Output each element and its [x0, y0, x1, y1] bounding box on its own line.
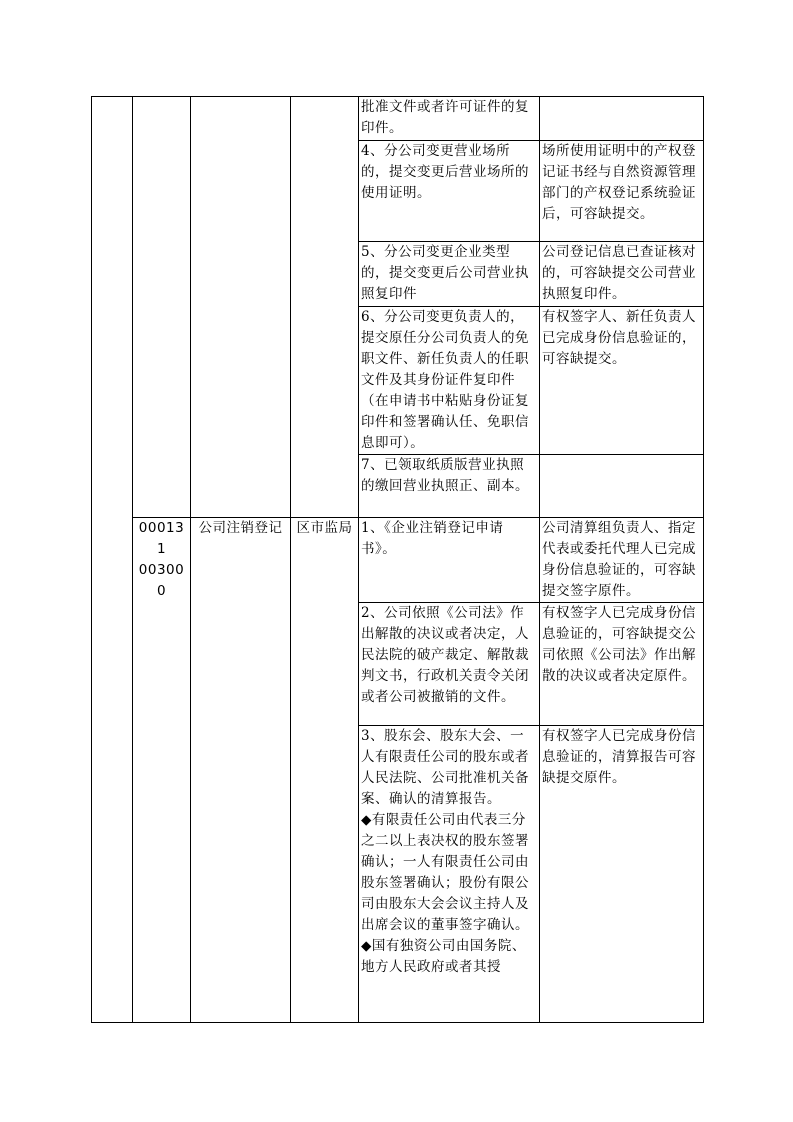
- item-code-line: 000131: [138, 520, 185, 557]
- department-cell: [291, 97, 359, 518]
- material-paragraph: ◆有限责任公司由代表三分之二以上表决权的股东签署确认；一人有限责任公司由股东签署确认；股份有限公司由股东大会会议主持人及出席会议的董事签字确认。: [361, 812, 529, 933]
- material-cell: 2、公司依照《公司法》作出解散的决议或者决定，人民法院的破产裁定、解散裁判文书，行政机关责令关闭或者公司被撤销的文件。: [359, 603, 540, 726]
- material-cell: 7、已领取纸质版营业执照的缴回营业执照正、副本。: [359, 455, 540, 518]
- item-department: 区市监局: [291, 518, 359, 1023]
- material-cell: 5、分公司变更企业类型的，提交变更后公司营业执照复印件: [359, 242, 540, 307]
- material-paragraph: ◆国有独资公司由国务院、地方人民政府或者其授: [361, 938, 526, 975]
- note-cell: 有权签字人已完成身份信息验证的，可容缺提交公司依照《公司法》作出解散的决议或者决定原件。: [540, 603, 704, 726]
- item-name-cell: [191, 97, 291, 518]
- material-cell: 批准文件或者许可证件的复印件。: [359, 97, 540, 141]
- note-cell: [540, 455, 704, 518]
- material-paragraph: 3、股东会、股东大会、一人有限责任公司的股东或者人民法院、公司批准机关备案、确认的清算报告。: [361, 728, 529, 807]
- index-cell: [92, 97, 133, 1023]
- table-row: [92, 518, 704, 603]
- note-cell: 公司登记信息已查证核对的，可容缺提交公司营业执照复印件。: [540, 242, 704, 307]
- item-name: 公司注销登记: [191, 518, 291, 1023]
- table-row: [92, 97, 704, 141]
- note-cell: 场所使用证明中的产权登记证书经与自然资源管理部门的产权登记系统验证后，可容缺提交。: [540, 141, 704, 242]
- note-cell: 有权签字人已完成身份信息验证的，清算报告可容缺提交原件。: [540, 726, 704, 1023]
- item-code: [133, 518, 191, 1023]
- material-cell: [359, 726, 540, 1023]
- service-items-table: [91, 96, 704, 1023]
- note-cell: [540, 97, 704, 141]
- code-cell: [133, 97, 191, 518]
- material-cell: 6、分公司变更负责人的，提交原任分公司负责人的免职文件、新任负责人的任职文件及其身份证件复印件（在申请书中粘贴身份证复印件和签署确认任、免职信息即可）。: [359, 307, 540, 455]
- material-cell: 1、《企业注销登记申请书》。: [359, 518, 540, 603]
- item-code-line: 003000: [138, 562, 185, 599]
- note-cell: 公司清算组负责人、指定代表或委托代理人已完成身份信息验证的，可容缺提交签字原件。: [540, 518, 704, 603]
- material-cell: 4、分公司变更营业场所的，提交变更后营业场所的使用证明。: [359, 141, 540, 242]
- note-cell: 有权签字人、新任负责人已完成身份信息验证的，可容缺提交。: [540, 307, 704, 455]
